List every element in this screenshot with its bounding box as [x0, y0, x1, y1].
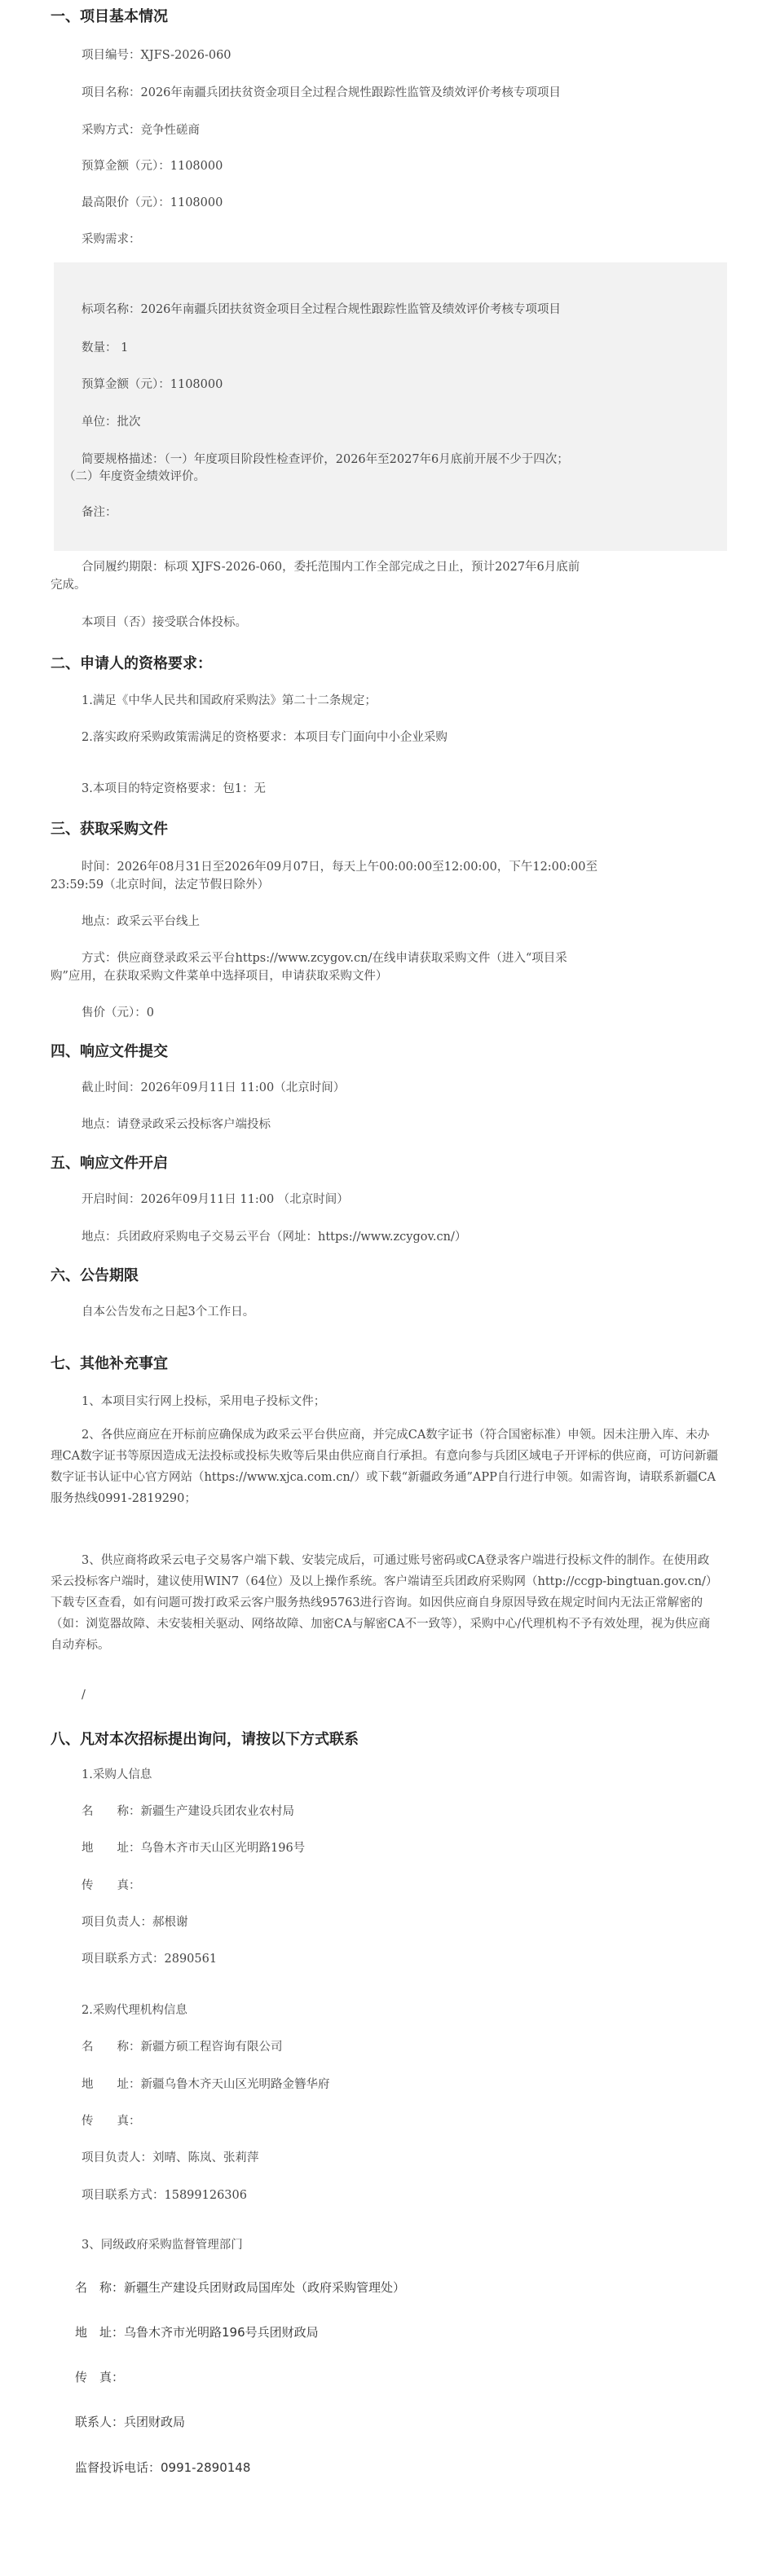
contract-period: 合同履约期限：标项 XJFS-2026-060，委托范围内工作全部完成之日止，预计2027年6月底前	[82, 561, 580, 574]
max-price: 最高限价（元）：1108000	[82, 196, 223, 209]
supplement-1: 1、本项目实行网上投标，采用电子投标文件；	[82, 1395, 326, 1408]
buyer-contact: 项目负责人：郝根谢	[82, 1916, 188, 1929]
notice-period: 自本公告发布之日起3个工作日。	[82, 1306, 255, 1319]
needs-label: 采购需求：	[82, 233, 141, 246]
supervision-name: 名 称：新疆生产建设兵团财政局国库处（政府采购管理处）	[75, 2280, 406, 2295]
buyer-fax: 传 真：	[82, 1879, 141, 1892]
section-5-title: 五、响应文件开启	[51, 1155, 168, 1172]
submission-deadline: 截止时间：2026年09月11日 11:00（北京时间）	[82, 1081, 346, 1094]
supervision-contact: 联系人：兵团财政局	[75, 2415, 186, 2429]
procurement-method: 采购方式：竞争性磋商	[82, 124, 200, 137]
agency-address: 地 址：新疆乌鲁木齐天山区光明路金簪华府	[82, 2078, 330, 2091]
item-budget: 预算金额（元）：1108000	[82, 378, 223, 391]
supervision-address: 地 址：乌鲁木齐市光明路196号兵团财政局	[75, 2325, 319, 2340]
section-2-title: 二、申请人的资格要求：	[51, 655, 212, 672]
obtain-place: 地点：政采云平台线上	[82, 915, 200, 928]
submission-place: 地点：请登录政采云投标客户端投标	[82, 1118, 271, 1131]
project-number: 项目编号：XJFS-2026-060	[82, 49, 231, 62]
item-quantity: 数量： 1	[82, 341, 129, 354]
item-remark: 备注：	[82, 506, 117, 519]
item-unit: 单位：批次	[82, 416, 141, 429]
requirement-1: 1.满足《中华人民共和国政府采购法》第二十二条规定；	[82, 694, 377, 707]
consortium-note: 本项目（否）接受联合体投标。	[82, 616, 247, 629]
section-6-title: 六、公告期限	[51, 1267, 139, 1284]
requirement-2: 2.落实政府采购政策需满足的资格要求：本项目专门面向中小企业采购	[82, 731, 448, 744]
agency-phone: 项目联系方式：15899126306	[82, 2189, 247, 2202]
buyer-phone: 项目联系方式：2890561	[82, 1953, 218, 1966]
opening-place: 地点：兵团政府采购电子交易云平台（网址：https://www.zcygov.cn/）	[82, 1231, 467, 1244]
section-1-title: 一、项目基本情况	[51, 8, 168, 25]
agency-heading: 2.采购代理机构信息	[82, 2004, 187, 2017]
section-3-title: 三、获取采购文件	[51, 821, 168, 838]
buyer-name: 名 称：新疆生产建设兵团农业农村局	[82, 1805, 294, 1818]
section-7-title: 七、其他补充事宜	[51, 1355, 168, 1372]
opening-time: 开启时间：2026年09月11日 11:00 （北京时间）	[82, 1193, 349, 1206]
document-price: 售价（元）：0	[82, 1006, 154, 1019]
buyer-address: 地 址：乌鲁木齐市天山区光明路196号	[82, 1842, 306, 1855]
budget-amount: 预算金额（元）：1108000	[82, 160, 223, 173]
section-4-title: 四、响应文件提交	[51, 1043, 168, 1060]
agency-contact: 项目负责人：刘晴、陈岚、张莉萍	[82, 2151, 259, 2164]
agency-fax: 传 真：	[82, 2115, 141, 2128]
supplement-2: 2、各供应商应在开标前应确保成为政采云平台供应商，并完成CA数字证书（符合国密标准）申领。因未注册入库、未办理CA数字证书等原因造成无法投标或投标失败等后果由供应商自行承担。有意向参与兵团区域电子开评标的供应商，可访问新疆数字证书认证中心官方网站（https://www.xjca.com.cn/）或下载“新疆政务通”APP自行进行申领。如需咨询，请联系新疆CA服务热线0991-2819290；	[51, 1429, 719, 1505]
agency-name: 名 称：新疆方硕工程咨询有限公司	[82, 2041, 283, 2054]
item-name: 标项名称：2026年南疆兵团扶贫资金项目全过程合规性跟踪性监管及绩效评价考核专项项目	[82, 303, 561, 316]
project-name: 项目名称：2026年南疆兵团扶贫资金项目全过程合规性跟踪性监管及绩效评价考核专项项目	[82, 86, 561, 99]
contract-period-cont: 完成。	[51, 579, 86, 592]
obtain-method-cont: 购”应用，在获取采购文件菜单中选择项目，申请获取采购文件）	[51, 970, 388, 983]
supervision-fax: 传 真：	[75, 2370, 125, 2384]
obtain-time-cont: 23:59:59（北京时间，法定节假日除外）	[51, 878, 270, 892]
spec-description: 简要规格描述：（一）年度项目阶段性检查评价，2026年至2027年6月底前开展不少于四次；	[82, 453, 569, 466]
supervision-phone: 监督投诉电话：0991-2890148	[75, 2460, 251, 2475]
section-8-title: 八、凡对本次招标提出询问，请按以下方式联系	[51, 1731, 359, 1748]
spec-description-cont: （二）年度资金绩效评价。	[64, 470, 205, 483]
obtain-method: 方式：供应商登录政采云平台https://www.zcygov.cn/在线申请获取采购文件（进入“项目采	[82, 952, 567, 965]
requirement-3: 3.本项目的特定资格要求：包1：无	[82, 782, 267, 795]
supervision-heading: 3、同级政府采购监督管理部门	[82, 2239, 243, 2252]
obtain-time: 时间：2026年08月31日至2026年09月07日，每天上午00:00:00至12:00:00，下午12:00:00至	[82, 861, 597, 874]
slash-mark: /	[82, 1689, 86, 1702]
buyer-heading: 1.采购人信息	[82, 1768, 152, 1781]
supplement-3: 3、供应商将政采云电子交易客户端下载、安装完成后，可通过账号密码或CA登录客户端进行投标文件的制作。在使用政采云投标客户端时，建议使用WIN7（64位）及以上操作系统。客户端请至兵团政府采购网（http://ccgp-bingtuan.gov.cn/）下载专区查看，如有问题可拨打政采云客户服务热线95763进行咨询。如因供应商自身原因导致在规定时间内无法正常解密的（如：浏览器故障、未安装相关驱动、网络故障、加密CA与解密CA不一致等），采购中心/代理机构不予有效处理，视为供应商自动弃标。	[51, 1554, 718, 1652]
